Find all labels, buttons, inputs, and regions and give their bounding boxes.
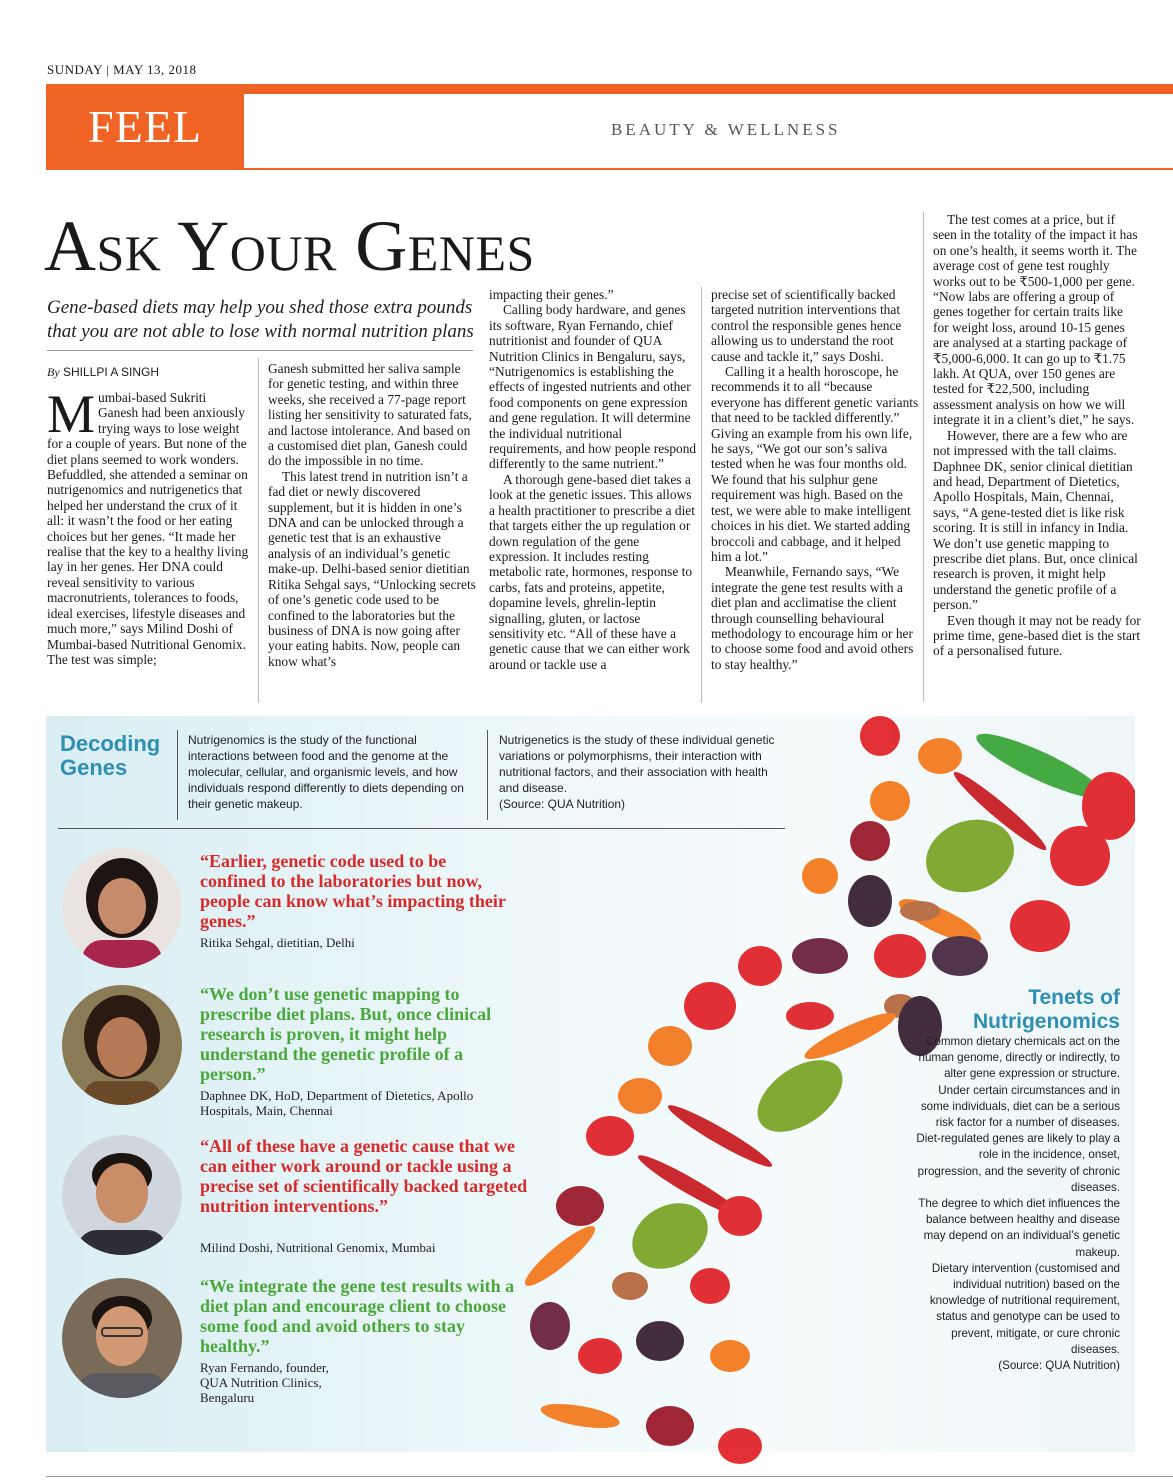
tenet-item: Under certain circumstances and in some individuals, diet can be a serious risk factor for a number of diseases. (920, 1083, 1120, 1130)
paragraph: This latest trend in nutrition isn’t a fad diet or newly discovered supplement, but it is hidden in one’s DNA and can be unlocked through a genetic test that is an exhaustive analysis of an individual’s genetic make-up. Delhi-based senior dietitian Ritika Sehgal says, “Unlocking secrets of one’s genetic code used to be confined to the laboratories but the business of DNA is now going after your eating habits. Now, people can know what’s (268, 468, 476, 669)
paragraph: Meanwhile, Fernando says, “We integrate the gene test results with a diet plan and acclimatise the client through counselling behavioural methodology to encourage him or her to choose some food and avoid others to stay healthy.” (711, 564, 914, 672)
byline (47, 365, 159, 380)
attribution-line: Ryan Fernando, founder, (200, 1360, 329, 1375)
paragraph: However, there are a few who are not impressed with the tall claims. Daphnee DK, senior clinical dietitian and head, Department of Dietetics, Apollo Hospitals, Main, Chennai, says, “A gene-tested diet is like risk scoring. It is still in infancy in India. We don’t use genetic mapping to prescribe diet plans. But, once clinical research is proven, it might help understand the genetic profile of a person.” (933, 427, 1138, 613)
body-column-2 (268, 361, 476, 669)
attribution-line: QUA Nutrition Clinics, (200, 1375, 322, 1390)
paragraph: umbai-based Sukriti Ganesh had been anxiously trying ways to lose weight for a couple of years. But none of the diet plans seemed to work wonders. Befuddled, she attended a seminar on nutrigenomics and nutrigenetics that helped her understand the crux of it all: it wasn’t the food or her eating choices but her genes. “It made her realise that the key to a healthy living lay in her genes. Her DNA could reveal sensitivity to various macronutrients, tolerances to foods, ideal exercises, lifestyle diseases and much more,” says Milind Doshi of Mumbai-based Nutritional Genomix. The test was simple; (47, 390, 249, 667)
divider (177, 730, 178, 820)
nutrigenomics-definition: Nutrigenomics is the study of the functional interactions between food and the genome at the molecular, cellular, and organismic levels, and how individuals respond differently to diets depending on their genetic makeup. (188, 733, 464, 811)
divider (47, 350, 473, 351)
paragraph: Even though it may not be ready for prime time, gene-based diet is the start of a personalised future. (933, 612, 1141, 659)
definition-text: Nutrigenetics is the study of these individual genetic variations or polymorphisms, their interaction with nutritional factors, and their association with health and disease. (499, 733, 775, 795)
pull-quote: “We don’t use genetic mapping to prescribe diet plans. But, once clinical research is proven, it might help understand the genetic profile of a person.” (200, 984, 492, 1084)
byline-prefix: By (47, 365, 60, 379)
quote-attribution: Ritika Sehgal, dietitian, Delhi (200, 935, 355, 950)
divider (46, 1476, 1173, 1477)
title-line: Tenets of (1028, 986, 1120, 1009)
pull-quote: “We integrate the gene test results with a diet plan and encourage client to choose some food and avoid others to stay healthy.” (200, 1276, 515, 1356)
quote-attribution: Milind Doshi, Nutritional Genomix, Mumbai (200, 1240, 436, 1255)
headline: Ask Your Genes (44, 206, 535, 286)
tenets-list (912, 1034, 1120, 1374)
avatar (62, 985, 182, 1105)
column-rule (701, 287, 702, 703)
header-rule (244, 84, 1173, 94)
body-column-5 (933, 212, 1141, 659)
quote-attribution (200, 1360, 329, 1405)
source-note: (Source: QUA Nutrition) (998, 1359, 1120, 1373)
avatar (62, 848, 182, 968)
title-line: Genes (60, 755, 128, 780)
paragraph: impacting their genes.” (489, 287, 614, 302)
dropcap: M (47, 384, 96, 444)
tenet-item: Dietary intervention (customised and individual nutrition) based on the knowledge of nutritional requirement, status and genotype can be used to prevent, mitigate, or cure chronic diseases. (929, 1261, 1120, 1356)
paragraph: precise set of scientifically backed targeted nutrition interventions that control the responsible genes hence allowing us to understand the root cause and tackle it,” says Doshi. (711, 287, 902, 364)
decoding-genes-title (60, 732, 160, 780)
quote-attribution: Daphnee DK, HoD, Department of Dietetics, Apollo Hospitals, Main, Chennai (200, 1088, 474, 1118)
deck: Gene-based diets may help you shed those extra pounds that you are not able to lose with normal nutrition plans (47, 297, 474, 342)
pull-quote: “All of these have a genetic cause that we can either work around or tackle using a precise set of scientifically backed targeted nutrition interventions.” (200, 1136, 528, 1216)
body-column-3 (489, 287, 697, 672)
dateline: SUNDAY | MAY 13, 2018 (47, 62, 197, 77)
source-note: (Source: QUA Nutrition) (499, 797, 626, 811)
paragraph: Calling body hardware, and genes its software, Ryan Fernando, chief nutritionist and founder of QUA Nutrition Clinics in Bengaluru, says, “Nutrigenomics is establishing the effects of ingested nutrients and other food components on gene expression and gene regulation. It will determine the individual nutritional requirements, and how people respond differently to the same nutrient.” (489, 302, 697, 472)
paragraph: The test comes at a price, but if seen in the totality of the impact it has on one’s health, it seems worth it. The average cost of gene test roughly works out to be ₹500-1,000 per gene. “Now labs are offering a group of genes together for certain traits like for weight loss, around 10-15 genes are analysed at a starting package of ₹5,000-6,000. It can go up to ₹1.75 lakh. At QUA, over 150 genes are tested for ₹22,500, including assessment analysis on how we will integrate it in a client’s diet,” he says. (933, 212, 1138, 428)
section-name: BEAUTY & WELLNESS (611, 120, 841, 139)
pull-quote: “Earlier, genetic code used to be confined to the laboratories but now, people can know what’s impacting their genes.” (200, 851, 506, 931)
tenet-item: The degree to which diet influences the balance between healthy and disease may depend on an individual’s genetic makeup. (918, 1197, 1120, 1259)
avatar (62, 1278, 182, 1398)
nutrigenetics-definition (499, 732, 784, 812)
header-rule (244, 168, 1173, 170)
section-header (46, 84, 1173, 170)
section-tab: FEEL (46, 84, 244, 170)
divider (487, 730, 488, 820)
tenets-title (973, 986, 1120, 1034)
attribution-line: Bengaluru (200, 1390, 255, 1405)
tenet-item: Diet-regulated genes are likely to play a role in the incidence, onset, progression, and the severity of chronic diseases. (916, 1132, 1120, 1194)
paragraph: Calling it a health horoscope, he recommends it to all “because everyone has different genetic variants that need to be tackled differently.” Giving an example from his own life, he says, “We got our son’s saliva tested when he was four months old. We found that his sulphur gene requirement was high. Based on the test, we were able to make intelligent choices in his diet. We started adding broccoli and cabbage, and it helped him a lot.” (711, 364, 919, 564)
body-column-4 (711, 287, 919, 672)
title-line: Decoding (60, 731, 161, 756)
paragraph: A thorough gene-based diet takes a look at the genetic issues. This allows a health practitioner to prescribe a diet that targets either the up regulation or down regulation of the gene expression. It includes resting metabolic rate, hormones, response to carbs, fats and proteins, appetite, dopamine levels, ghrelin-leptin signalling, gluten, or lactose sensitivity etc. “All of these have a genetic cause that we can either work around or tackle use a (489, 471, 695, 672)
divider (58, 828, 785, 829)
body-column-1 (47, 384, 249, 667)
paragraph: Ganesh submitted her saliva sample for genetic testing, and within three weeks, she received a 77-page report listing her sensitivity to saturated fats, and lactose intolerance. And based on a customised diet plan, Ganesh could do the impossible in no time. (268, 361, 472, 469)
avatar (62, 1135, 182, 1255)
title-line: Nutrigenomics (972, 1010, 1120, 1033)
column-rule (258, 358, 259, 703)
byline-name: SHILLPI A SINGH (63, 365, 160, 379)
tenet-item: Common dietary chemicals act on the human genome, directly or indirectly, to alter gene expression or structure. (918, 1035, 1120, 1081)
column-rule (923, 212, 924, 702)
